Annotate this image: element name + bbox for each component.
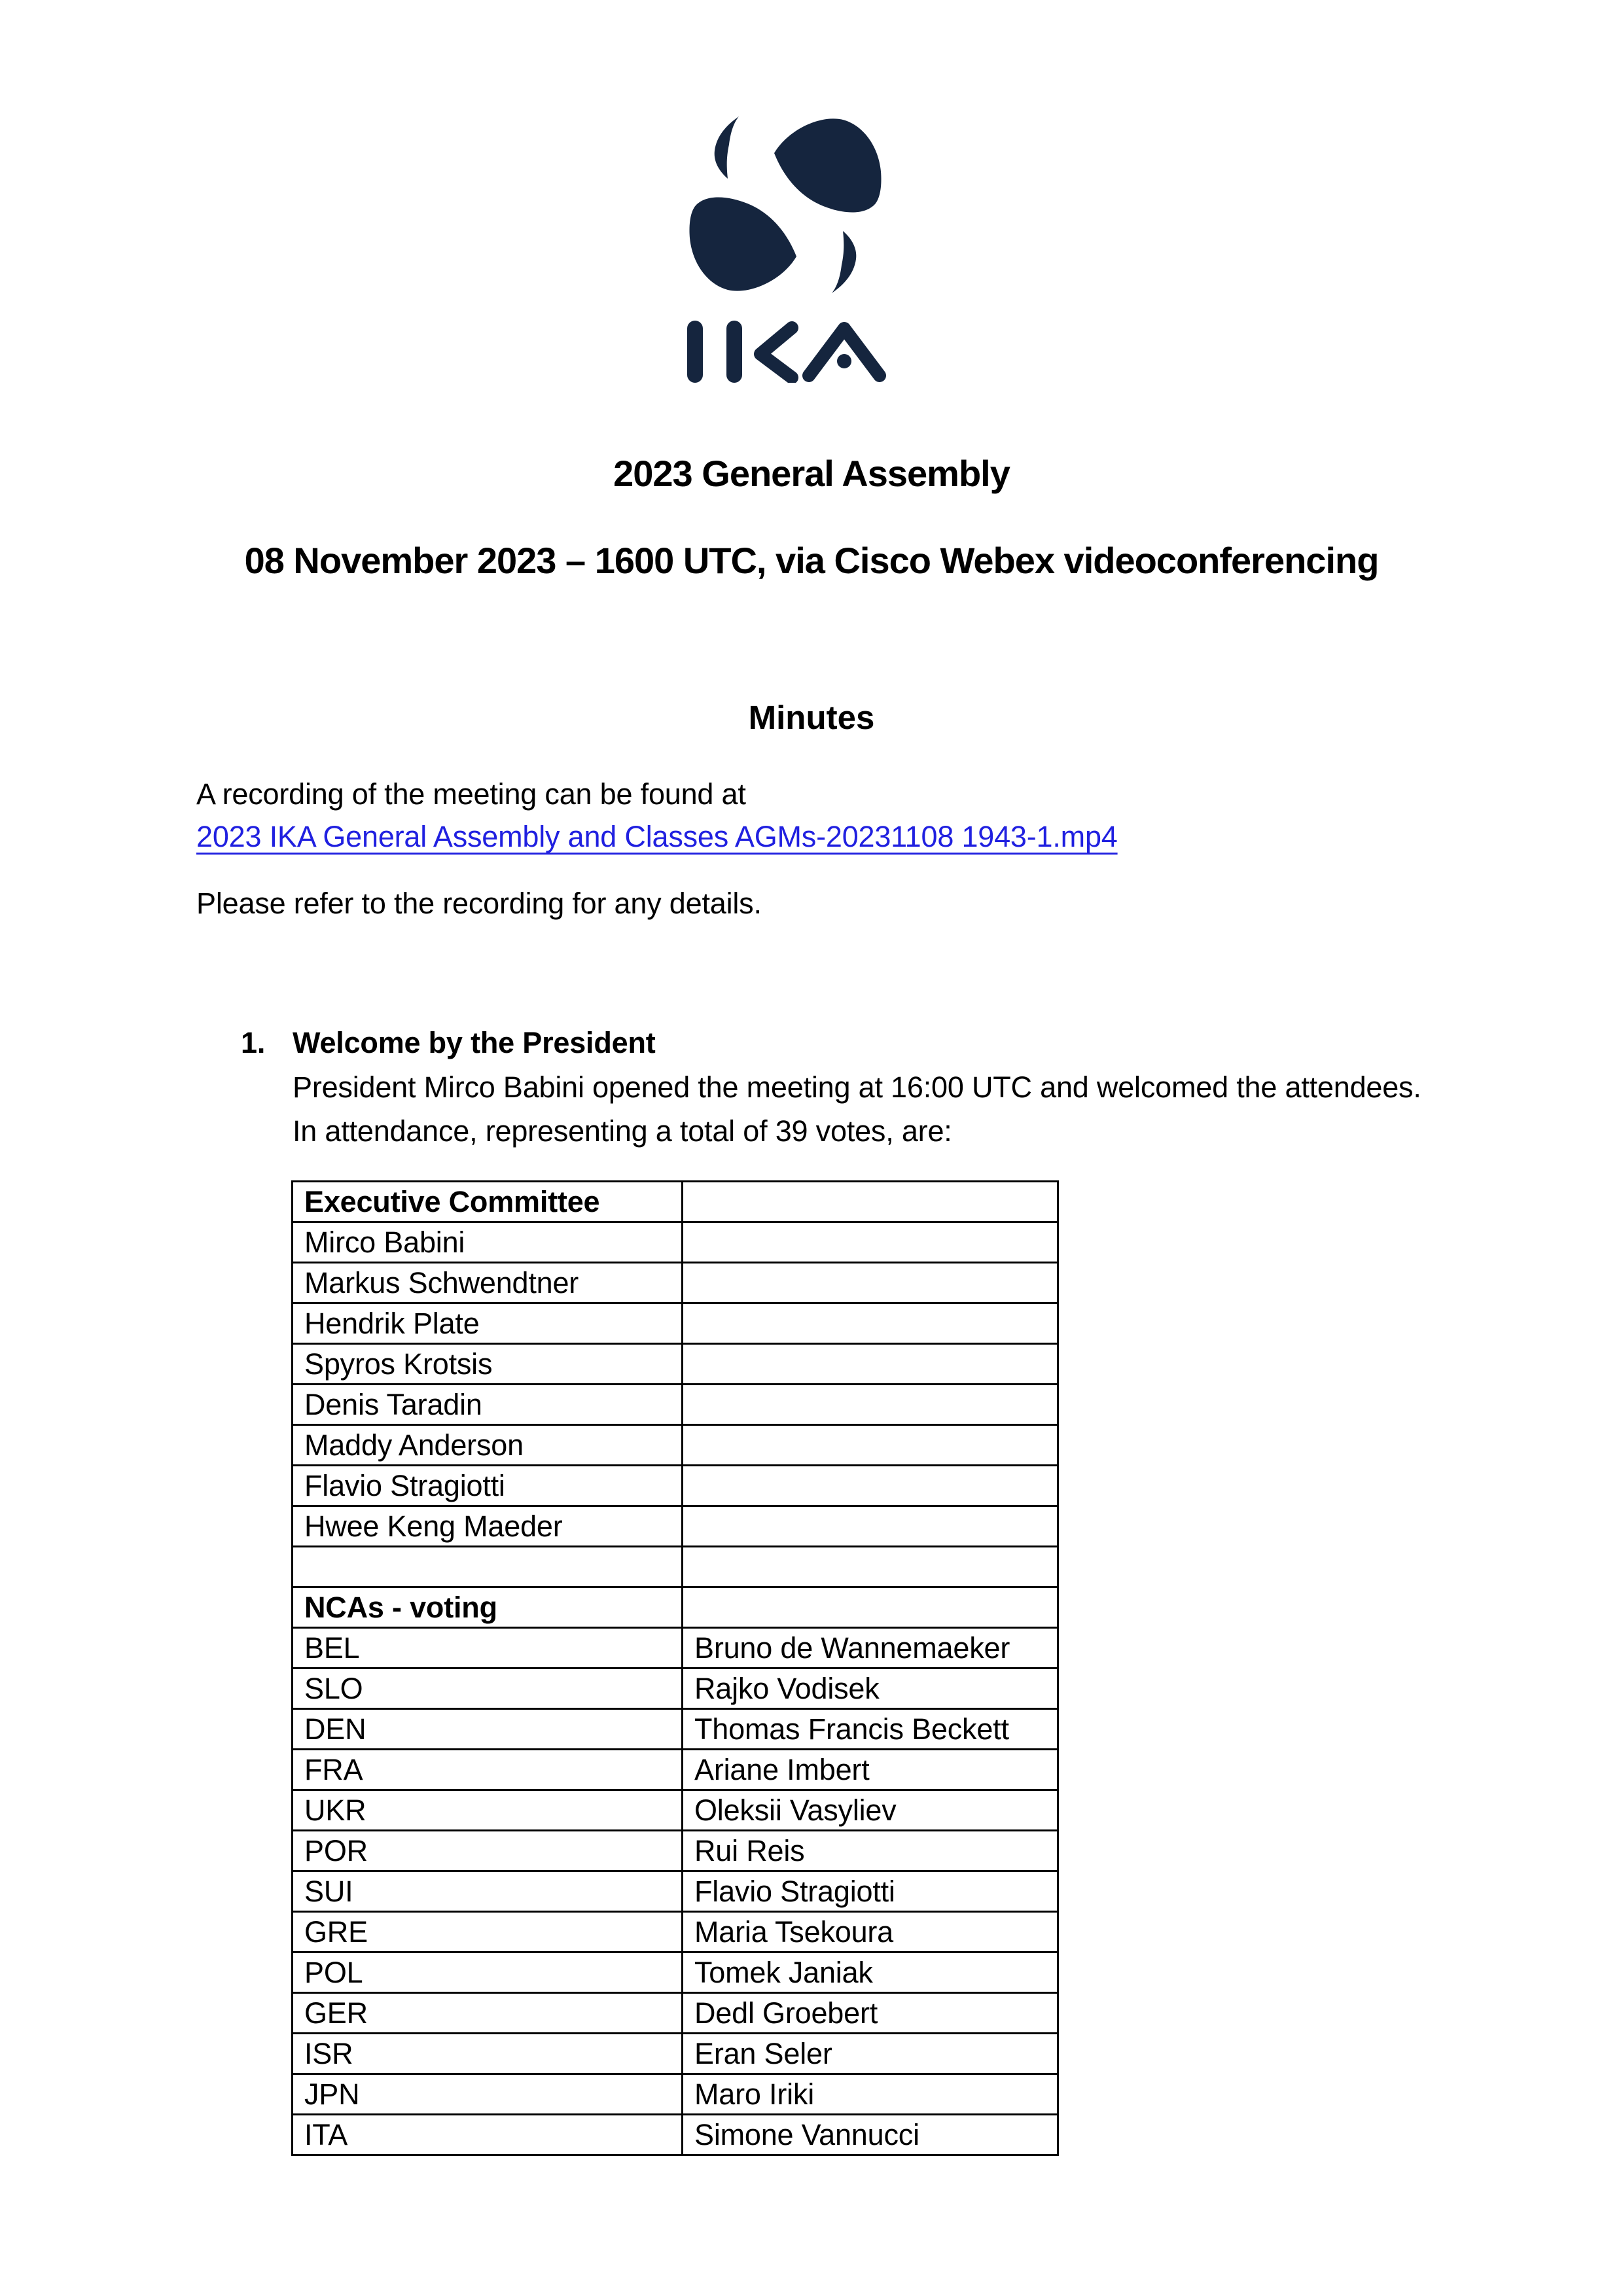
table-cell-delegation: Executive Committee — [293, 1182, 683, 1222]
table-cell-representative: Rajko Vodisek — [683, 1669, 1058, 1709]
table-cell-representative — [683, 1385, 1058, 1425]
agenda-paragraph-line: In attendance, representing a total of 39 votes, are: — [293, 1114, 952, 1148]
table-cell-delegation: ISR — [293, 2034, 683, 2074]
agenda-paragraph-line: President Mirco Babini opened the meeting at 16:00 UTC and welcomed the attendees. — [293, 1070, 1421, 1104]
table-cell-delegation: Markus Schwendtner — [293, 1263, 683, 1303]
recording-note: Please refer to the recording for any details. — [196, 887, 762, 920]
table-row — [293, 1750, 1058, 1790]
table-cell-representative: Oleksii Vasyliev — [683, 1790, 1058, 1831]
ika-emblem-icon — [687, 116, 883, 294]
table-cell-representative — [683, 1587, 1058, 1628]
table-cell-representative: Ariane Imbert — [683, 1750, 1058, 1790]
table-cell-delegation: SUI — [293, 1871, 683, 1912]
table-row — [293, 1871, 1058, 1912]
table-row — [293, 1385, 1058, 1425]
table-cell-delegation: Hwee Keng Maeder — [293, 1506, 683, 1547]
table-cell-delegation: POR — [293, 1831, 683, 1871]
table-row — [293, 1831, 1058, 1871]
table-cell-representative — [683, 1222, 1058, 1263]
table-row — [293, 1303, 1058, 1344]
page-subtitle: 08 November 2023 – 1600 UTC, via Cisco Webex videoconferencing — [244, 540, 1379, 581]
table-row — [293, 1425, 1058, 1466]
table-row — [293, 1912, 1058, 1952]
ika-logo-wordmark — [687, 321, 890, 383]
table-row — [293, 1993, 1058, 2034]
table-cell-delegation: Flavio Stragiotti — [293, 1466, 683, 1506]
table-cell-representative — [683, 1506, 1058, 1547]
table-cell-delegation: Mirco Babini — [293, 1222, 683, 1263]
table-cell-delegation: DEN — [293, 1709, 683, 1750]
table-cell-representative — [683, 1182, 1058, 1222]
table-row — [293, 1790, 1058, 1831]
recording-label: A recording of the meeting can be found at — [196, 777, 746, 811]
minutes-heading: Minutes — [748, 699, 875, 736]
table-cell-delegation: Hendrik Plate — [293, 1303, 683, 1344]
table-cell-delegation: GRE — [293, 1912, 683, 1952]
table-cell-representative: Bruno de Wannemaeker — [683, 1628, 1058, 1669]
ika-logo-emblem — [687, 116, 883, 294]
table-cell-delegation: FRA — [293, 1750, 683, 1790]
table-cell-representative: Simone Vannucci — [683, 2115, 1058, 2155]
agenda-paragraph — [293, 1065, 1421, 1153]
table-cell-delegation: GER — [293, 1993, 683, 2034]
table-cell-delegation — [293, 1547, 683, 1587]
table-cell-representative: Thomas Francis Beckett — [683, 1709, 1058, 1750]
table-cell-delegation: Denis Taradin — [293, 1385, 683, 1425]
table-row — [293, 2115, 1058, 2155]
page-title: 2023 General Assembly — [613, 453, 1010, 494]
table-cell-representative — [683, 1263, 1058, 1303]
table-row — [293, 1466, 1058, 1506]
agenda-item-title: Welcome by the President — [293, 1026, 656, 1059]
table-cell-representative: Eran Seler — [683, 2034, 1058, 2074]
table-cell-representative: Maro Iriki — [683, 2074, 1058, 2115]
table-row — [293, 2074, 1058, 2115]
table-row — [293, 1263, 1058, 1303]
table-row — [293, 1669, 1058, 1709]
table-row — [293, 1547, 1058, 1587]
table-cell-representative: Tomek Janiak — [683, 1952, 1058, 1993]
recording-link[interactable]: 2023 IKA General Assembly and Classes AGMs-20231108 1943-1.mp4 — [196, 820, 1118, 853]
table-cell-delegation: Spyros Krotsis — [293, 1344, 683, 1385]
table-cell-representative — [683, 1425, 1058, 1466]
attendance-table — [291, 1180, 1059, 2156]
table-row — [293, 1709, 1058, 1750]
table-cell-delegation: NCAs - voting — [293, 1587, 683, 1628]
table-cell-delegation: POL — [293, 1952, 683, 1993]
table-row — [293, 1506, 1058, 1547]
table-cell-representative: Maria Tsekoura — [683, 1912, 1058, 1952]
agenda-item-1 — [241, 1021, 656, 1064]
table-row — [293, 1628, 1058, 1669]
table-cell-representative — [683, 1303, 1058, 1344]
table-row — [293, 1952, 1058, 1993]
table-cell-representative — [683, 1466, 1058, 1506]
table-cell-representative: Flavio Stragiotti — [683, 1871, 1058, 1912]
table-cell-delegation: Maddy Anderson — [293, 1425, 683, 1466]
table-row — [293, 1587, 1058, 1628]
agenda-item-number: 1. — [241, 1026, 266, 1059]
table-cell-delegation: BEL — [293, 1628, 683, 1669]
table-row — [293, 1182, 1058, 1222]
table-row — [293, 1344, 1058, 1385]
table-cell-representative: Rui Reis — [683, 1831, 1058, 1871]
table-cell-delegation: JPN — [293, 2074, 683, 2115]
table-row — [293, 2034, 1058, 2074]
ika-wordmark-icon — [687, 321, 890, 383]
table-cell-delegation: ITA — [293, 2115, 683, 2155]
table-cell-representative: Dedl Groebert — [683, 1993, 1058, 2034]
table-cell-delegation: SLO — [293, 1669, 683, 1709]
table-row — [293, 1222, 1058, 1263]
table-cell-representative — [683, 1547, 1058, 1587]
table-cell-representative — [683, 1344, 1058, 1385]
table-cell-delegation: UKR — [293, 1790, 683, 1831]
